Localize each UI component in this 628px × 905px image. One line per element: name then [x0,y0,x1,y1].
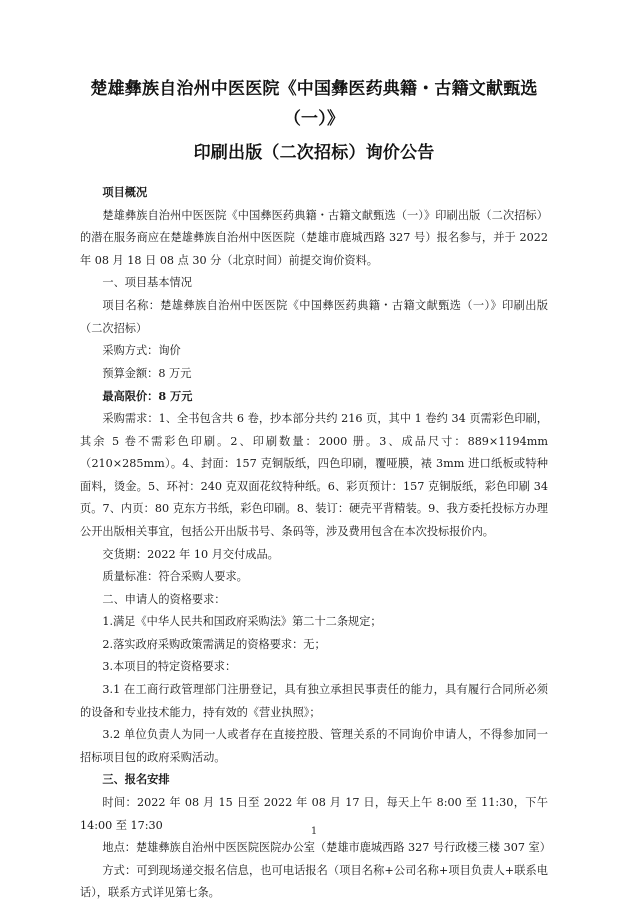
registration-time-line: 时间：2022 年 08 月 15 日至 2022 年 08 月 17 日，每天上午 8:00 至 11:30，下午 14:00 至 17:30 [80,796,548,832]
project-name-line: 项目名称：楚雄彝族自治州中医医院《中国彝医药典籍・古籍文献甄选（一）》印刷出版（二次招标） [80,298,548,335]
budget-line: 预算金额：8 万元 [102,366,192,380]
section-heading-basic-info: 一、项目基本情况 [102,276,192,290]
max-price-line: 最高限价：8 万元 [102,389,193,404]
registration-method-line: 方式：可到现场递交报名信息，也可电话报名（项目名称+公司名称+项目负责人+联系电话），联系方式详见第七条。 [80,863,548,900]
document-body [80,182,551,905]
overview-paragraph: 楚雄彝族自治州中医医院《中国彝医药典籍・古籍文献甄选（一）》印刷出版（二次招标）的潜在服务商应在楚雄彝族自治州中医医院（楚雄市鹿城西路 327 号）报名参与，并于 2022 年 08 月 18 日 08 点 30 分（北京时间）前提交询价资料。 [80,208,548,267]
section-heading-registration: 三、报名安排 [102,773,170,787]
document-title-line-1: 楚雄彝族自治州中医医院《中国彝医药典籍・古籍文献甄选（一）》 [90,79,538,129]
qualification-item-1: 1.满足《中华人民共和国政府采购法》第二十二条规定； [102,615,382,629]
requirements-paragraph: 采购需求：1、全书包含共 6 卷，抄本部分共约 216 页，其中 1 卷约 34 页需彩色印刷，其余 5 卷不需彩色印刷。2、印刷数量：2000 册。3、成品尺寸：889×1194mm（210×285mm）。4、封面：157 克铜版纸，四色印刷，覆哑膜，裱 3mm 进口纸板或特种面料，烫金。5、环衬：240 克双面花纹特种纸。6、彩页预计：157 克铜版纸，彩色印刷 34 页。7、内页：80 克东方书纸，彩色印刷。8、装订：硬壳平背精装。9、我方委托投标方办理公开出版相关事宜，包括公开出版书号、条码等，涉及费用包含在本次投标报价内。 [80,411,548,538]
qualification-item-3-2: 3.2 单位负责人为同一人或者存在直接控股、管理关系的不同询价申请人，不得参加同一招标项目包的政府采购活动。 [80,728,548,764]
document-title-line-2: 印刷出版（二次招标）询价公告 [193,143,435,163]
delivery-line: 交货期：2022 年 10 月交付成品。 [102,547,279,561]
qualification-item-3-1: 3.1 在工商行政管理部门注册登记，具有独立承担民事责任的能力，具有履行合同所必须的设备和专业技术能力，持有效的《营业执照》； [80,683,548,719]
registration-location-line: 地点：楚雄彝族自治州中医医院医院办公室（楚雄市鹿城西路 327 号行政楼三楼 307 室） [102,841,551,855]
procurement-method-line: 采购方式：询价 [102,344,181,358]
page-number: 1 [310,826,318,837]
section-heading-overview: 项目概况 [102,186,148,199]
section-heading-qualifications: 二、申请人的资格要求： [102,592,226,606]
qualification-item-3: 3.本项目的特定资格要求： [102,660,237,674]
quality-line: 质量标准：符合采购人要求。 [102,570,248,584]
qualification-item-2: 2.落实政府采购政策需满足的资格要求：无； [102,637,326,651]
